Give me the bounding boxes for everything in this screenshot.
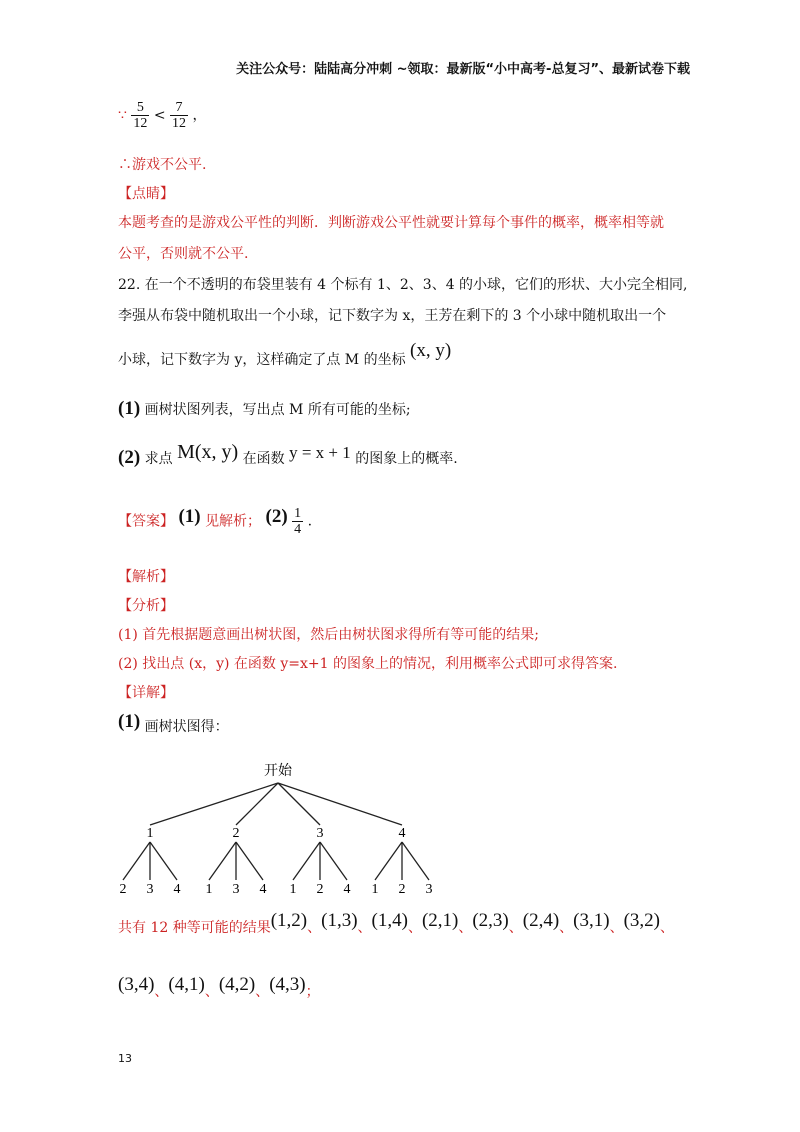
- fenxi-title: 【分析】: [118, 598, 174, 614]
- point-m-xy: M(x, y): [177, 441, 239, 463]
- result-pair: (1,4): [371, 910, 408, 931]
- answer-title: 【答案】: [118, 513, 174, 530]
- result-pair: (4,1): [168, 974, 205, 995]
- tree-leaf-3-1: 1: [289, 882, 297, 897]
- result-pair: (2,4): [522, 910, 560, 931]
- comparison-line: [118, 100, 206, 131]
- result-separator: 、: [659, 920, 674, 936]
- tree-branch-1-2: [123, 842, 150, 880]
- part-1-number: (1): [118, 398, 141, 419]
- tree-leaf-2-3: 3: [232, 882, 240, 897]
- question-line-2: 李强从布袋中随机取出一个小球，记下数字为 x，王芳在剩下的 3 个小球中随机取出一个: [118, 308, 667, 324]
- result-separator: ；: [305, 984, 320, 1000]
- dianjing-line-1: 本题考查的是游戏公平性的判断．判断游戏公平性就要计算每个事件的概率，概率相等就: [118, 215, 664, 231]
- result-separator: 、: [559, 920, 574, 936]
- function-expression: y = x + 1: [289, 443, 351, 462]
- part-2-text-a: 求点: [144, 451, 173, 467]
- dianjing-title: 【点睛】: [118, 186, 174, 202]
- tree-branch-1-4: [150, 842, 177, 880]
- tree-branch-root-1: [150, 783, 278, 825]
- xiangjie-part-1-text: 画树状图得：: [144, 719, 229, 735]
- tree-branch-4-3: [402, 842, 429, 880]
- results-intro: 共有 12 种等可能的结果: [118, 920, 271, 936]
- question-part-2: [118, 441, 458, 469]
- tree-leaf-3-2: 2: [316, 882, 324, 897]
- xiangjie-part-1-number: (1): [118, 711, 141, 732]
- fraction-denominator: 12: [133, 116, 148, 131]
- tree-node-3: 3: [316, 826, 324, 841]
- jiexi-title: 【解析】: [118, 569, 174, 585]
- result-pair: (1,3): [321, 910, 358, 931]
- xiangjie-title: 【详解】: [118, 685, 174, 701]
- conclusion-line: ∴游戏不公平.: [118, 157, 207, 173]
- tree-diagram: [110, 755, 450, 905]
- result-pair: (3,4): [118, 974, 155, 995]
- tree-leaf-2-4: 4: [259, 882, 267, 897]
- tree-branch-3-1: [293, 842, 320, 880]
- question-part-1: [118, 398, 411, 420]
- tree-leaf-1-2: 2: [119, 882, 127, 897]
- page-header: 关注公众号：陆陆高分冲刺 ~领取：最新版“小中高考-总复习”、最新试卷下载: [236, 62, 690, 77]
- tree-root-label: 开始: [264, 764, 292, 779]
- result-pair: (3,1): [573, 910, 610, 931]
- tree-leaf-4-3: 3: [425, 882, 433, 897]
- tree-branch-4-1: [375, 842, 402, 880]
- question-line-1: 22. 在一个不透明的布袋里装有 4 个标有 1、2、3、4 的小球，它们的形状、大小完全相同,: [118, 277, 688, 293]
- fraction-numerator: 5: [131, 100, 149, 116]
- tree-node-labels: [120, 826, 433, 897]
- tree-leaf-4-2: 2: [398, 882, 406, 897]
- because-symbol: ∵: [118, 107, 127, 124]
- tree-branch-3-4: [320, 842, 347, 880]
- result-separator: 、: [255, 984, 270, 1000]
- tree-leaf-4-1: 1: [371, 882, 379, 897]
- fraction-5-12: [131, 100, 149, 131]
- fraction-numerator: 7: [170, 100, 188, 116]
- tree-branches: [123, 783, 429, 880]
- comma: ，: [192, 107, 207, 124]
- dianjing-line-2: 公平，否则就不公平.: [118, 246, 249, 262]
- fraction-7-12: [170, 100, 188, 131]
- tree-branch-2-1: [209, 842, 236, 880]
- tree-leaf-3-4: 4: [343, 882, 351, 897]
- result-pair: (2,1): [421, 910, 459, 931]
- tree-node-1: 1: [146, 826, 154, 841]
- fenxi-line-1: (1) 首先根据题意画出树状图，然后由树状图求得所有等可能的结果;: [118, 627, 539, 643]
- result-separator: 、: [357, 920, 372, 936]
- part-2-number: (2): [118, 447, 141, 468]
- tree-leaf-1-3: 3: [146, 882, 154, 897]
- answer-part-2-number: (2): [265, 505, 288, 527]
- question-line-3-text: 小球，记下数字为 y，这样确定了点 M 的坐标: [118, 352, 406, 368]
- results-row-1: [118, 910, 674, 938]
- tree-node-4: 4: [398, 826, 406, 841]
- answer-end: .: [307, 513, 313, 530]
- part-1-text: 画树状图列表，写出点 M 所有可能的坐标;: [144, 402, 411, 418]
- tree-branch-root-3: [278, 783, 320, 825]
- result-pair: (2,3): [472, 910, 509, 931]
- fraction-1-4: [292, 506, 303, 537]
- tree-branch-root-4: [278, 783, 402, 825]
- result-separator: 、: [508, 920, 523, 936]
- page-number: 13: [118, 1052, 132, 1065]
- fraction-denominator: 12: [172, 116, 187, 131]
- answer-part-1-text: 见解析；: [205, 513, 262, 530]
- tree-leaf-2-1: 1: [205, 882, 213, 897]
- question-line-3: [118, 340, 452, 370]
- result-pair: (4,3): [269, 974, 306, 995]
- tree-leaf-1-4: 4: [173, 882, 181, 897]
- point-coordinate-xy: (x, y): [410, 340, 452, 361]
- part-2-text-b: 在函数: [242, 451, 285, 467]
- tree-branch-2-4: [236, 842, 263, 880]
- answer-part-1-number: (1): [178, 505, 201, 527]
- fenxi-line-2: (2) 找出点 (x，y) 在函数 y=x+1 的图象上的情况，利用概率公式即可求得答案.: [118, 656, 618, 672]
- result-pair: (3,2): [623, 910, 660, 931]
- tree-node-2: 2: [232, 826, 240, 841]
- fraction-denominator: 4: [294, 522, 302, 537]
- result-pair: (4,2): [218, 974, 256, 995]
- fraction-numerator: 1: [294, 506, 302, 521]
- xiangjie-part-1: [118, 711, 229, 737]
- result-separator: 、: [609, 920, 624, 936]
- result-separator: 、: [458, 920, 473, 936]
- result-pair: (1,2): [270, 910, 308, 931]
- result-separator: 、: [307, 920, 322, 936]
- part-2-text-c: 的图象上的概率.: [355, 451, 458, 467]
- answer-line: [118, 506, 312, 537]
- result-separator: 、: [154, 984, 169, 1000]
- less-than-sign: <: [153, 107, 166, 124]
- results-row-2: [118, 974, 320, 1002]
- result-separator: 、: [204, 984, 219, 1000]
- result-separator: 、: [407, 920, 422, 936]
